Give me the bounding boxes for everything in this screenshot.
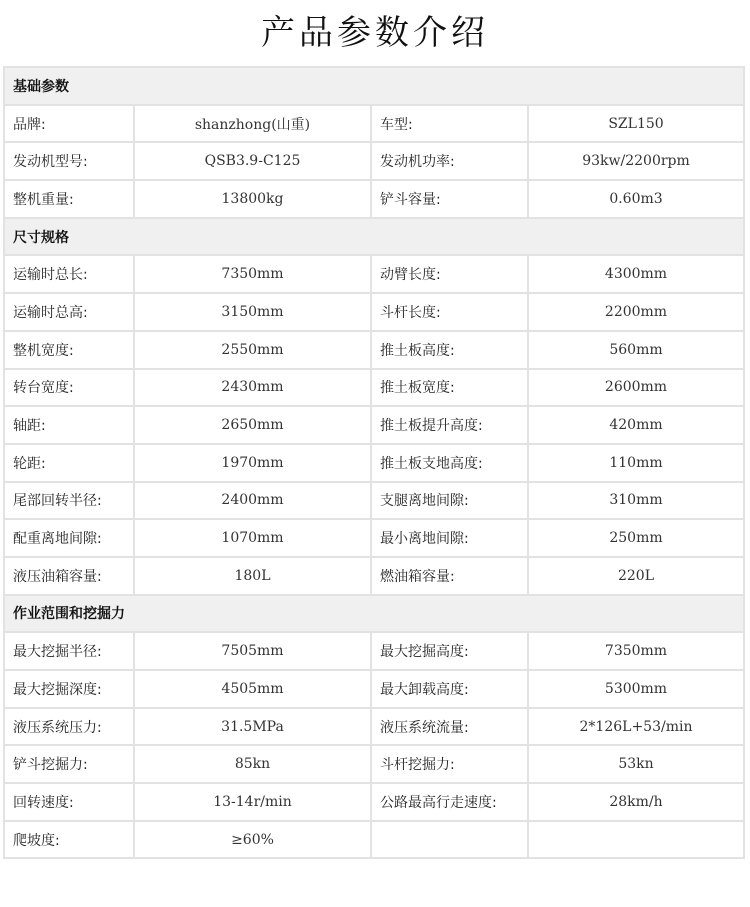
param-label: 支腿离地间隙:: [371, 482, 528, 520]
param-value: 93kw/2200rpm: [528, 142, 744, 180]
page-title: 产品参数介绍: [261, 13, 489, 53]
param-label: 发动机型号:: [4, 142, 134, 180]
param-label: 斗杆挖掘力:: [371, 745, 528, 783]
param-value: shanzhong(山重): [134, 105, 371, 143]
param-label: 液压油箱容量:: [4, 557, 134, 595]
param-label: 动臂长度:: [371, 255, 528, 293]
param-value: 31.5MPa: [134, 708, 371, 746]
table-row: [4, 745, 744, 783]
table-row: [4, 406, 744, 444]
param-label: 爬坡度:: [4, 821, 134, 859]
param-value: 2600mm: [528, 369, 744, 407]
param-label: 轮距:: [4, 444, 134, 482]
table-row: [4, 519, 744, 557]
param-value: 2*126L+53/min: [528, 708, 744, 746]
param-value: 7350mm: [528, 632, 744, 670]
table-row: [4, 783, 744, 821]
param-label: 品牌:: [4, 105, 134, 143]
param-value: 110mm: [528, 444, 744, 482]
param-value: SZL150: [528, 105, 744, 143]
param-label: 轴距:: [4, 406, 134, 444]
param-label: 公路最高行走速度:: [371, 783, 528, 821]
param-label: 液压系统流量:: [371, 708, 528, 746]
table-row: [4, 444, 744, 482]
param-value: 2550mm: [134, 331, 371, 369]
param-label: 回转速度:: [4, 783, 134, 821]
table-row: [4, 142, 744, 180]
param-value: 2200mm: [528, 293, 744, 331]
param-value: 2430mm: [134, 369, 371, 407]
param-label: 尾部回转半径:: [4, 482, 134, 520]
param-label: 整机重量:: [4, 180, 134, 218]
param-label: 转台宽度:: [4, 369, 134, 407]
param-value: 7505mm: [134, 632, 371, 670]
section-header-row: [4, 218, 744, 256]
param-value: 180L: [134, 557, 371, 595]
param-label: 最小离地间隙:: [371, 519, 528, 557]
section-heading: 尺寸规格: [4, 218, 744, 256]
param-value: 310mm: [528, 482, 744, 520]
param-value: 7350mm: [134, 255, 371, 293]
param-value: 220L: [528, 557, 744, 595]
param-label: 最大卸载高度:: [371, 670, 528, 708]
param-label: 整机宽度:: [4, 331, 134, 369]
param-value: [528, 821, 744, 859]
param-label: 运输时总高:: [4, 293, 134, 331]
param-label: 燃油箱容量:: [371, 557, 528, 595]
table-row: [4, 670, 744, 708]
param-label: 铲斗挖掘力:: [4, 745, 134, 783]
param-label: 液压系统压力:: [4, 708, 134, 746]
spec-table: [3, 66, 745, 859]
param-value: 53kn: [528, 745, 744, 783]
param-label: 最大挖掘高度:: [371, 632, 528, 670]
table-row: [4, 708, 744, 746]
section-heading: 作业范围和挖掘力: [4, 595, 744, 633]
param-value: 4300mm: [528, 255, 744, 293]
param-label: 推土板支地高度:: [371, 444, 528, 482]
table-row: [4, 369, 744, 407]
param-label: 铲斗容量:: [371, 180, 528, 218]
table-row: [4, 557, 744, 595]
table-row: [4, 255, 744, 293]
param-label: 斗杆长度:: [371, 293, 528, 331]
table-row: [4, 482, 744, 520]
param-label: [371, 821, 528, 859]
param-label: 推土板高度:: [371, 331, 528, 369]
param-value: 1970mm: [134, 444, 371, 482]
param-value: 420mm: [528, 406, 744, 444]
param-value: 2400mm: [134, 482, 371, 520]
param-value: 250mm: [528, 519, 744, 557]
param-value: 85kn: [134, 745, 371, 783]
param-value: 13800kg: [134, 180, 371, 218]
section-header-row: [4, 595, 744, 633]
param-value: 5300mm: [528, 670, 744, 708]
section-header-row: [4, 67, 744, 105]
section-heading: 基础参数: [4, 67, 744, 105]
param-value: 560mm: [528, 331, 744, 369]
table-row: [4, 105, 744, 143]
param-value: 1070mm: [134, 519, 371, 557]
param-label: 最大挖掘半径:: [4, 632, 134, 670]
param-value: ≥60%: [134, 821, 371, 859]
param-label: 发动机功率:: [371, 142, 528, 180]
param-value: 13-14r/min: [134, 783, 371, 821]
param-value: 28km/h: [528, 783, 744, 821]
param-label: 推土板提升高度:: [371, 406, 528, 444]
param-value: 2650mm: [134, 406, 371, 444]
param-value: 4505mm: [134, 670, 371, 708]
param-label: 运输时总长:: [4, 255, 134, 293]
param-value: 3150mm: [134, 293, 371, 331]
spec-table-body: [4, 67, 744, 858]
table-row: [4, 293, 744, 331]
param-label: 车型:: [371, 105, 528, 143]
table-row: [4, 331, 744, 369]
table-row: [4, 821, 744, 859]
param-label: 推土板宽度:: [371, 369, 528, 407]
table-row: [4, 180, 744, 218]
param-value: 0.60m3: [528, 180, 744, 218]
param-label: 配重离地间隙:: [4, 519, 134, 557]
param-value: QSB3.9-C125: [134, 142, 371, 180]
param-label: 最大挖掘深度:: [4, 670, 134, 708]
table-row: [4, 632, 744, 670]
